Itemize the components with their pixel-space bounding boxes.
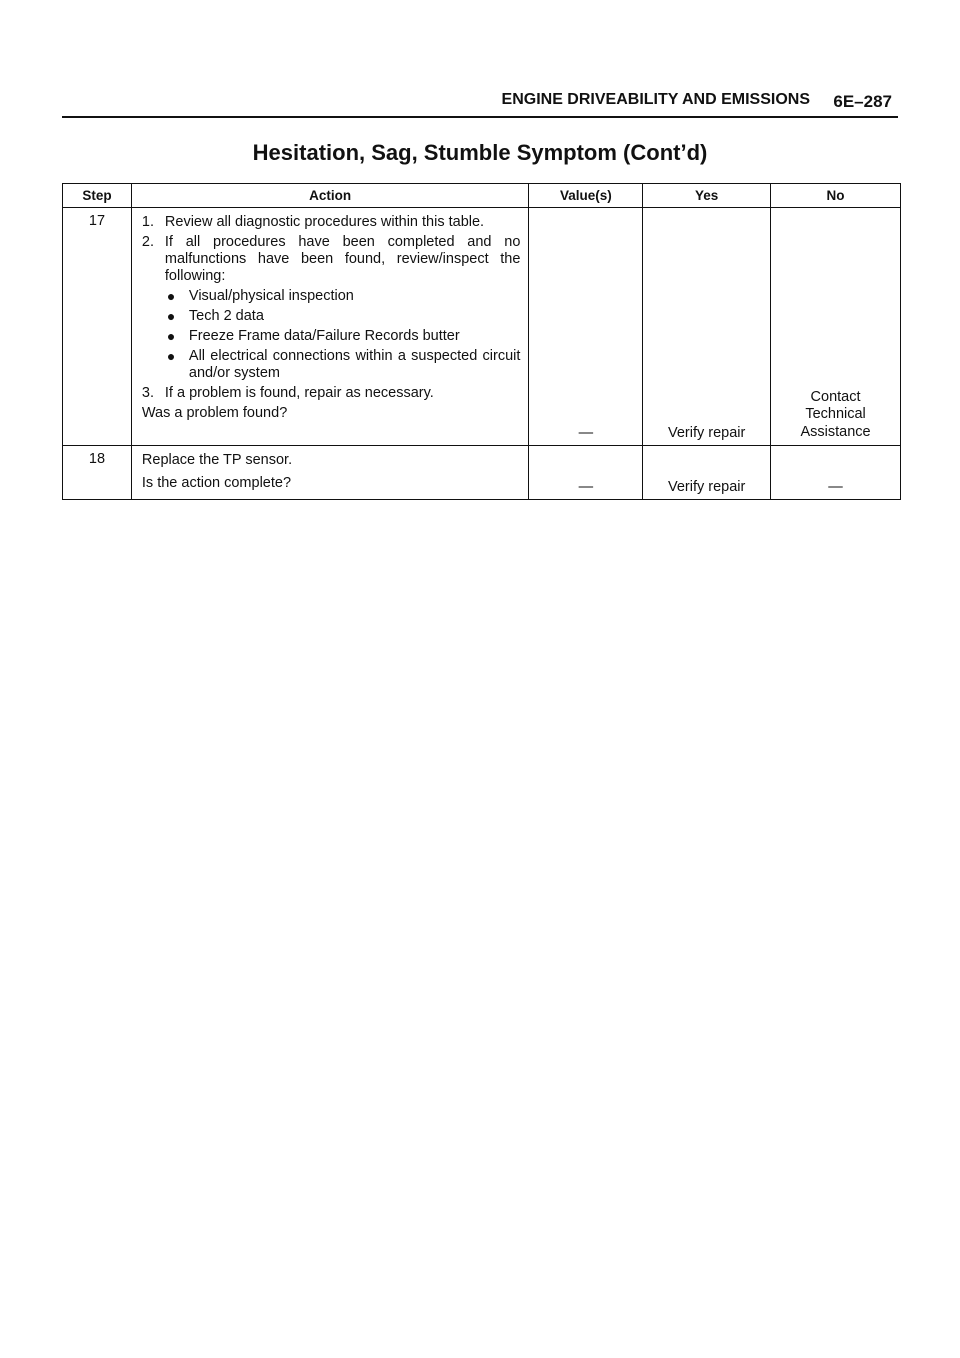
column-header-step: Step — [63, 184, 132, 208]
yes-cell: Verify repair — [643, 446, 771, 500]
bullet-icon: ● — [166, 348, 176, 364]
bullet-icon: ● — [166, 288, 176, 304]
action-item — [142, 234, 521, 285]
bullet-text: Freeze Frame data/Failure Records butter — [188, 328, 460, 344]
item-number: 1. — [141, 214, 154, 230]
column-header-no: No — [771, 184, 901, 208]
table-row — [63, 446, 901, 500]
page-title: Hesitation, Sag, Stumble Symptom (Cont’d) — [252, 140, 708, 165]
item-text: If all procedures have been completed and no malfunctions have been found, review/inspect the following: — [164, 234, 521, 284]
step-number: 17 — [63, 208, 132, 446]
value-cell: — — [529, 208, 643, 446]
bullet-text: Visual/physical inspection — [188, 288, 354, 304]
action-cell — [131, 446, 529, 500]
item-text: Review all diagnostic procedures within this table. — [164, 214, 485, 230]
action-item — [142, 385, 521, 402]
column-header-action: Action — [131, 184, 529, 208]
action-cell — [131, 208, 529, 446]
no-line: Assistance — [800, 423, 871, 440]
column-header-yes: Yes — [643, 184, 771, 208]
item-text: If a problem is found, repair as necessary. — [164, 385, 434, 401]
action-question: Was a problem found? — [141, 405, 288, 421]
action-item: Replace the TP sensor. — [141, 452, 293, 468]
page-number: 6E–287 — [833, 92, 892, 111]
bullet-item — [142, 348, 521, 382]
bullet-icon: ● — [166, 308, 176, 324]
table-header-row — [63, 184, 901, 208]
no-cell — [771, 208, 901, 446]
diagnostic-table — [62, 183, 901, 500]
bullet-icon: ● — [166, 328, 176, 344]
bullet-item — [142, 328, 521, 345]
action-item — [142, 214, 521, 231]
bullet-text: Tech 2 data — [188, 308, 264, 324]
section-title: ENGINE DRIVEABILITY AND EMISSIONS — [501, 91, 810, 108]
action-question: Is the action complete? — [141, 475, 292, 491]
no-cell: — — [771, 446, 901, 500]
item-number: 3. — [141, 385, 154, 401]
no-line: Technical — [805, 406, 866, 422]
step-number: 18 — [63, 446, 132, 500]
table-row — [63, 208, 901, 446]
yes-cell: Verify repair — [643, 208, 771, 446]
value-cell: — — [529, 446, 643, 500]
page-header — [62, 88, 898, 118]
no-line: Contact — [810, 388, 861, 405]
bullet-item — [142, 288, 521, 305]
bullet-item — [142, 308, 521, 325]
column-header-values: Value(s) — [529, 184, 643, 208]
bullet-text: All electrical connections within a suspected circuit and/or system — [188, 348, 521, 381]
item-number: 2. — [141, 234, 154, 250]
